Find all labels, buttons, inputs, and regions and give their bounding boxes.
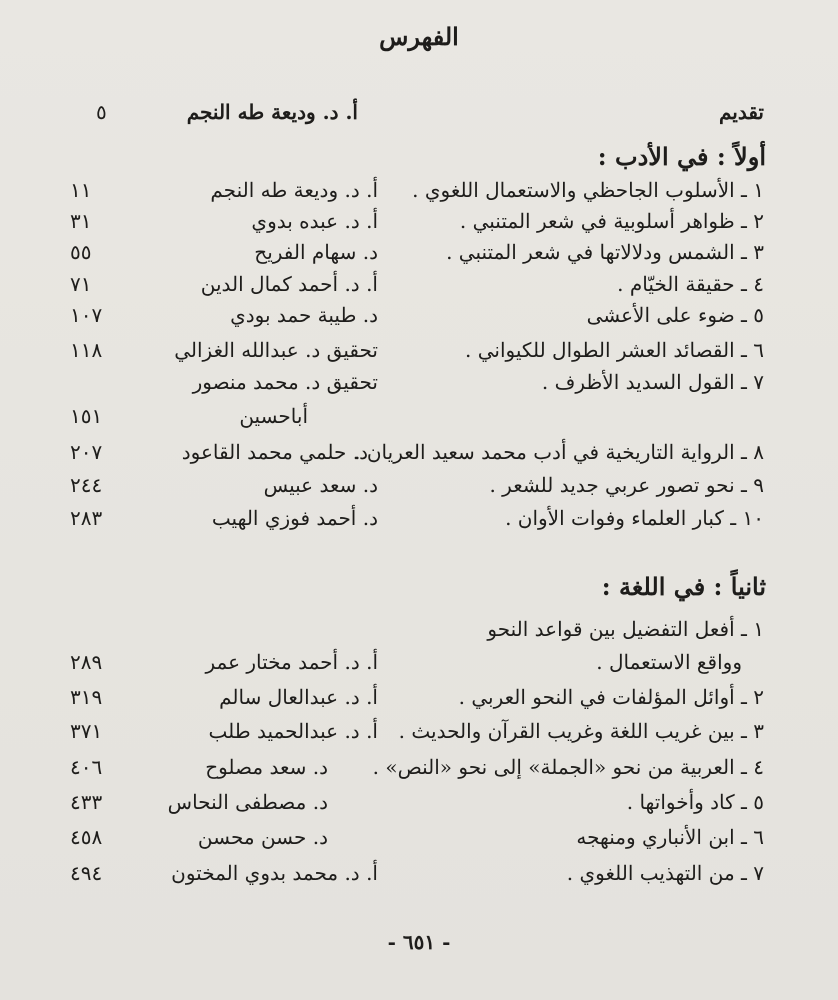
intro-author: أ. د. وديعة طه النجم <box>186 100 358 124</box>
toc-row <box>0 303 838 337</box>
toc-page: ٢٨٩ <box>70 650 103 674</box>
toc-row <box>0 685 838 719</box>
toc-row <box>0 650 838 684</box>
toc-title: ٦ ـ القصائد العشر الطوال للكيواني . <box>465 338 764 362</box>
toc-page: ٥٥ <box>70 240 92 264</box>
toc-author: تحقيق د. محمد منصور <box>192 370 378 394</box>
toc-row <box>0 506 838 540</box>
toc-row <box>0 825 838 859</box>
toc-row <box>0 338 838 372</box>
toc-title: ٣ ـ الشمس ودلالاتها في شعر المتنبي . <box>446 240 764 264</box>
toc-page: ٣١٩ <box>70 685 103 709</box>
toc-title: ٧ ـ من التهذيب اللغوي . <box>566 861 764 885</box>
intro-page: ٥ <box>96 100 107 124</box>
toc-title: ٦ ـ ابن الأنباري ومنهجه <box>576 825 764 849</box>
toc-row <box>0 370 838 404</box>
toc-row <box>0 861 838 895</box>
toc-page: ١٠٧ <box>70 303 103 327</box>
toc-title: ٧ ـ القول السديد الأظرف . <box>541 370 764 394</box>
toc-title: ١ ـ أفعل التفضيل بين قواعد النحو <box>487 617 764 641</box>
toc-author: د. سهام الفريح <box>254 240 378 264</box>
toc-row <box>0 272 838 306</box>
toc-page: ٤٩٤ <box>70 861 103 885</box>
section-literature-heading: أولاً : في الأدب : <box>597 142 766 171</box>
toc-title: ٢ ـ أوائل المؤلفات في النحو العربي . <box>458 685 764 709</box>
toc-author: تحقيق د. عبدالله الغزالي <box>174 338 378 362</box>
toc-title: ٥ ـ كاد وأخواتها . <box>626 790 764 814</box>
toc-page: ٢٨٣ <box>70 506 103 530</box>
intro-label: تقديم <box>718 100 764 124</box>
toc-author: أباحسين <box>239 404 308 428</box>
toc-page: ٣٧١ <box>70 719 103 743</box>
toc-page: ٢٠٧ <box>70 440 103 464</box>
section-language-heading: ثانياً : في اللغة : <box>601 572 766 601</box>
toc-page: ٣١ <box>70 209 92 233</box>
toc-title: ١ ـ الأسلوب الجاحظي والاستعمال اللغوي . <box>412 178 764 202</box>
toc-row <box>0 209 838 243</box>
toc-author: أ. د. عبده بدوي <box>251 209 378 233</box>
toc-row <box>0 755 838 789</box>
toc-row <box>0 440 838 474</box>
intro-row <box>0 100 838 134</box>
toc-page: ١٥١ <box>70 404 103 428</box>
toc-author: د. أحمد فوزي الهيب <box>211 506 378 530</box>
toc-author: أ. د. عبدالعال سالم <box>219 685 378 709</box>
toc-page: ٢٤٤ <box>70 473 103 497</box>
toc-author: د. حلمي محمد القاعود <box>181 440 368 464</box>
toc-title: ٤ ـ العربية من نحو «الجملة» إلى نحو «النص» . <box>372 755 764 779</box>
page-title: الفهرس <box>379 22 459 51</box>
toc-row <box>0 790 838 824</box>
toc-author: أ. د. عبدالحميد طلب <box>208 719 378 743</box>
toc-title: ٥ ـ ضوء على الأعشى <box>586 303 764 327</box>
toc-author: أ. د. أحمد مختار عمر <box>205 650 378 674</box>
toc-row <box>0 473 838 507</box>
toc-title: ٣ ـ بين غريب اللغة وغريب القرآن والحديث . <box>398 719 764 743</box>
toc-author: د. مصطفى النحاس <box>167 790 328 814</box>
toc-page: ٤٠٦ <box>70 755 103 779</box>
toc-row <box>0 240 838 274</box>
toc-row <box>0 617 838 651</box>
toc-author: د. طيبة حمد بودي <box>230 303 378 327</box>
toc-title: ٢ ـ ظواهر أسلوبية في شعر المتنبي . <box>459 209 764 233</box>
toc-title: وواقع الاستعمال . <box>596 650 742 674</box>
toc-author: د. حسن محسن <box>197 825 328 849</box>
toc-author: د. سعد مصلوح <box>205 755 328 779</box>
toc-page: ٤٥٨ <box>70 825 103 849</box>
toc-title: ٩ ـ نحو تصور عربي جديد للشعر . <box>489 473 764 497</box>
toc-page: ٤٣٣ <box>70 790 103 814</box>
toc-row <box>0 719 838 753</box>
page-number-footer: - ٦٥١ - <box>387 930 451 954</box>
toc-author: د. سعد عبيس <box>263 473 378 497</box>
toc-title: ٨ ـ الرواية التاريخية في أدب محمد سعيد العريان . <box>354 440 764 464</box>
toc-row <box>0 404 838 438</box>
toc-title: ١٠ ـ كبار العلماء وفوات الأوان . <box>505 506 764 530</box>
toc-author: أ. د. وديعة طه النجم <box>210 178 378 202</box>
toc-page: ١١ <box>70 178 92 202</box>
toc-title: ٤ ـ حقيقة الخيّام . <box>617 272 764 296</box>
toc-page: ١١٨ <box>70 338 103 362</box>
toc-author: أ. د. أحمد كمال الدين <box>200 272 378 296</box>
toc-page: ٧١ <box>70 272 92 296</box>
toc-author: أ. د. محمد بدوي المختون <box>171 861 378 885</box>
toc-row <box>0 178 838 212</box>
